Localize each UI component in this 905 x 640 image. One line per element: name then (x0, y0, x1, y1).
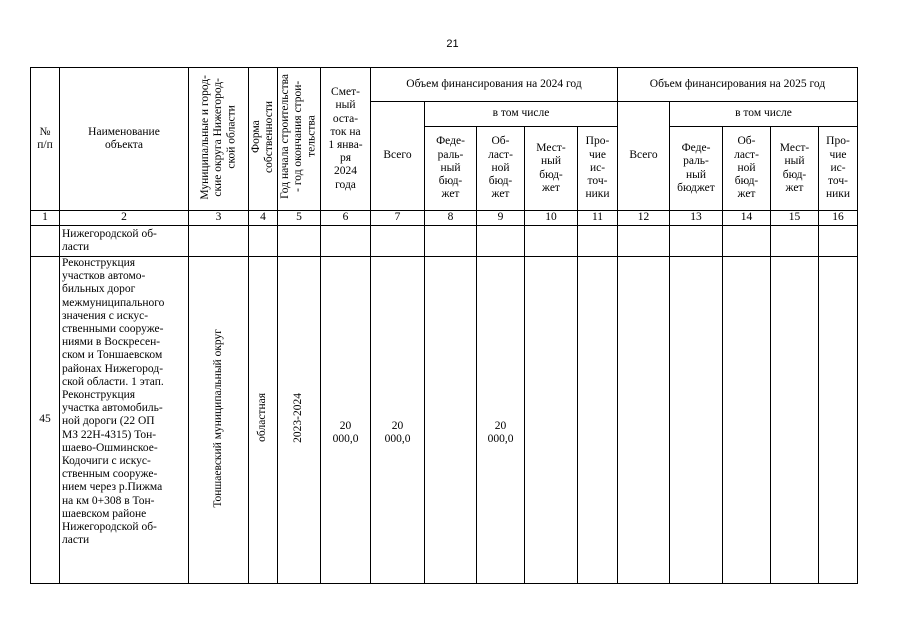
header-including-2025: в том числе (670, 102, 858, 127)
header-ownership (249, 68, 278, 211)
column-number: 15 (771, 211, 819, 226)
empty-cell (771, 257, 819, 584)
header-funding-2025: Объем финансирования на 2025 год (618, 68, 858, 102)
empty-cell (670, 257, 723, 584)
column-number: 8 (425, 211, 477, 226)
empty-cell (670, 226, 723, 257)
column-number: 3 (189, 211, 249, 226)
empty-cell (31, 226, 60, 257)
years-cell (278, 257, 321, 584)
header-municipality-text: Муниципальные и город- ские округа Нижегород- ской области (198, 74, 238, 200)
empty-cell (525, 257, 578, 584)
empty-cell (771, 226, 819, 257)
header-federal-2025: Феде- раль- ный бюджет (670, 127, 723, 211)
header-total-2025: Всего (618, 102, 670, 211)
header-years (278, 68, 321, 211)
header-federal-2024: Феде- раль- ный бюд- жет (425, 127, 477, 211)
column-number: 5 (278, 211, 321, 226)
empty-cell (578, 226, 618, 257)
ownership-cell (249, 257, 278, 584)
column-number: 10 (525, 211, 578, 226)
municipality-cell (189, 257, 249, 584)
empty-cell (477, 226, 525, 257)
empty-cell (249, 226, 278, 257)
column-number: 14 (723, 211, 771, 226)
empty-cell (321, 226, 371, 257)
ownership-text: областная (256, 393, 269, 443)
row-number: 45 (31, 257, 60, 584)
column-number: 2 (60, 211, 189, 226)
column-number: 7 (371, 211, 425, 226)
empty-cell (723, 226, 771, 257)
column-number: 9 (477, 211, 525, 226)
empty-cell (578, 257, 618, 584)
empty-cell (425, 226, 477, 257)
header-no: № п/п (31, 68, 60, 211)
header-regional-2025: Об- ласт- ной бюд- жет (723, 127, 771, 211)
header-other-2025: Про- чие ис- точ- ники (819, 127, 858, 211)
header-ownership-text: Форма собственности (249, 100, 275, 173)
header-funding-2024: Объем финансирования на 2024 год (371, 68, 618, 102)
years-text: 2023-2024 (292, 392, 305, 443)
column-number: 16 (819, 211, 858, 226)
page-number: 21 (446, 38, 459, 50)
empty-cell (618, 257, 670, 584)
column-number: 1 (31, 211, 60, 226)
header-local-2024: Мест- ный бюд- жет (525, 127, 578, 211)
empty-cell (723, 257, 771, 584)
header-years-text: Год начала строительства - год окончания строи- тельства (279, 74, 318, 200)
continuation-row (31, 226, 858, 257)
empty-cell (425, 257, 477, 584)
header-regional-2024: Об- ласт- ной бюд- жет (477, 127, 525, 211)
header-including-2024: в том числе (425, 102, 618, 127)
estimate-value: 20 000,0 (321, 257, 371, 584)
empty-cell (618, 226, 670, 257)
column-number: 12 (618, 211, 670, 226)
regional-2024-value: 20 000,0 (477, 257, 525, 584)
header-other-2024: Про- чие ис- точ- ники (578, 127, 618, 211)
empty-cell (819, 226, 858, 257)
column-number: 13 (670, 211, 723, 226)
empty-cell (278, 226, 321, 257)
funding-table (30, 67, 858, 584)
object-name: Реконструкция участков автомо- бильных дорог межмуниципального значения с искус- ственными сооруже- ниями в Воскресен- ском и Тоншаевском районах Нижегород- ской области. 1 этап. Реконструкция участка автомобиль- ной дороги (22 ОП МЗ 22Н-4315) Тон- шаево-Ошминское- Кодочиги с искус- ственным сооруже- нием через р.Пижма на км 0+308 в Тон- шаевском районе Нижегородской об- ласти (60, 257, 189, 584)
column-number: 6 (321, 211, 371, 226)
column-number: 4 (249, 211, 278, 226)
empty-cell (189, 226, 249, 257)
continuation-name: Нижегородской об- ласти (60, 226, 189, 257)
empty-cell (525, 226, 578, 257)
municipality-text: Тоншаевский муниципальный округ (211, 328, 224, 508)
table-row (31, 257, 858, 584)
empty-cell (371, 226, 425, 257)
column-number: 11 (578, 211, 618, 226)
total-2024-value: 20 000,0 (371, 257, 425, 584)
empty-cell (819, 257, 858, 584)
header-estimate: Смет- ный оста- ток на 1 янва- ря 2024 года (321, 68, 371, 211)
header-local-2025: Мест- ный бюд- жет (771, 127, 819, 211)
column-number-row (31, 211, 858, 226)
header-municipality (189, 68, 249, 211)
header-name: Наименование объекта (60, 68, 189, 211)
header-total-2024: Всего (371, 102, 425, 211)
